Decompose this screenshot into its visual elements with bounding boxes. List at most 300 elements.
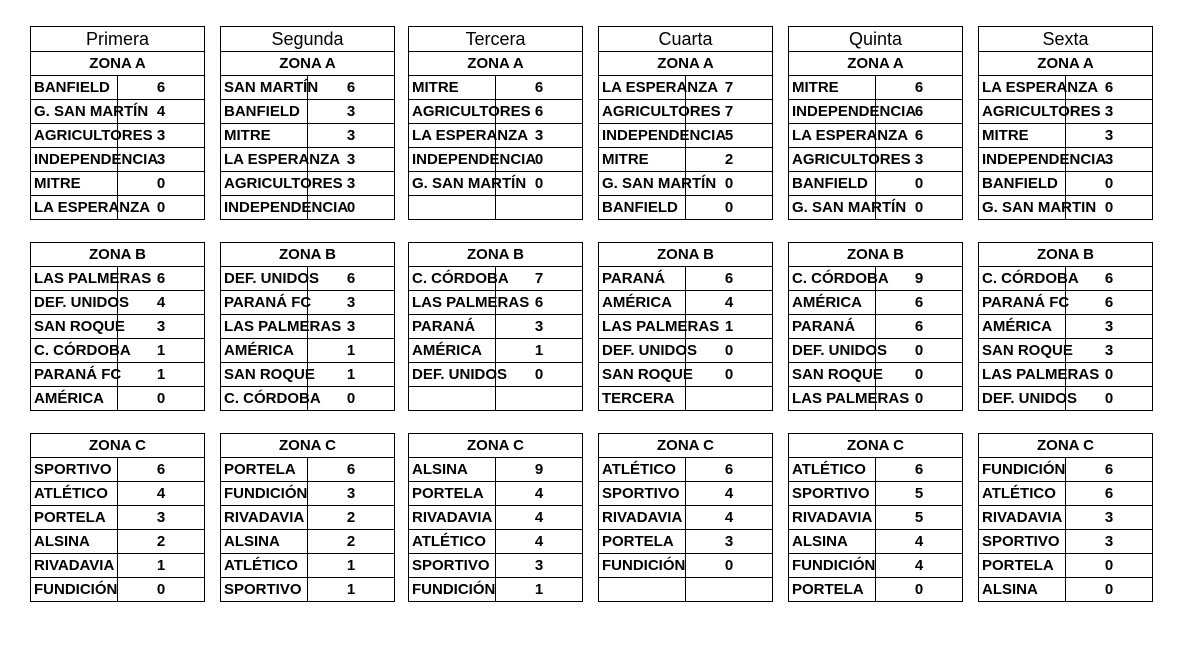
team-name: RIVADAVIA [409, 506, 496, 530]
team-points: 6 [118, 76, 205, 100]
team-name: G. SAN MARTÍN [789, 196, 876, 220]
zone-header-row [979, 434, 1153, 458]
team-name: LAS PALMERAS [221, 315, 308, 339]
table-row [599, 100, 773, 124]
team-points: 4 [496, 506, 583, 530]
table-row [599, 291, 773, 315]
team-name: LA ESPERANZA [221, 148, 308, 172]
table-row [979, 578, 1153, 602]
team-name: PARANÁ FC [979, 291, 1066, 315]
table-row [31, 506, 205, 530]
table-row [979, 148, 1153, 172]
team-points: 4 [686, 291, 773, 315]
team-points: 0 [876, 578, 963, 602]
team-name: LAS PALMERAS [599, 315, 686, 339]
table-row [979, 458, 1153, 482]
team-name: ALSINA [31, 530, 118, 554]
team-name: LA ESPERANZA [979, 76, 1066, 100]
team-name: FUNDICIÓN [221, 482, 308, 506]
zone-table [408, 433, 583, 602]
team-points: 6 [876, 315, 963, 339]
team-name: SPORTIVO [409, 554, 496, 578]
team-name: INDEPENDENCIA [789, 100, 876, 124]
team-name: INDEPENDENCIA [221, 196, 308, 220]
team-name: DEF. UNIDOS [599, 339, 686, 363]
team-name: MITRE [31, 172, 118, 196]
team-name: BANFIELD [789, 172, 876, 196]
team-name: ATLÉTICO [979, 482, 1066, 506]
team-name: PORTELA [31, 506, 118, 530]
table-row [409, 506, 583, 530]
division-title-row [979, 27, 1153, 52]
zone-header-row [221, 52, 395, 76]
team-name: SAN ROQUE [599, 363, 686, 387]
zone-header-row [221, 434, 395, 458]
zone-header-row [599, 243, 773, 267]
team-points: 1 [118, 554, 205, 578]
team-points: 4 [876, 554, 963, 578]
zone-title: ZONA B [979, 243, 1153, 267]
team-name: MITRE [409, 76, 496, 100]
table-row [409, 554, 583, 578]
zone-table [978, 433, 1153, 602]
team-name: PARANÁ FC [31, 363, 118, 387]
team-points: 6 [876, 76, 963, 100]
team-points: 0 [876, 387, 963, 411]
table-row [409, 339, 583, 363]
team-points: 4 [876, 530, 963, 554]
team-name: RIVADAVIA [221, 506, 308, 530]
zone-table [220, 26, 395, 220]
team-points: 0 [1066, 172, 1153, 196]
team-name: LA ESPERANZA [599, 76, 686, 100]
team-name: FUNDICIÓN [409, 578, 496, 602]
team-points [686, 387, 773, 411]
team-name: LA ESPERANZA [789, 124, 876, 148]
team-name: SPORTIVO [221, 578, 308, 602]
zone-header-row [409, 52, 583, 76]
team-name: ATLÉTICO [599, 458, 686, 482]
zone-table [408, 26, 583, 220]
team-points: 4 [118, 291, 205, 315]
team-name: C. CÓRDOBA [979, 267, 1066, 291]
team-points: 3 [1066, 339, 1153, 363]
table-row [599, 339, 773, 363]
zone-table [788, 433, 963, 602]
table-row [599, 482, 773, 506]
team-name: MITRE [221, 124, 308, 148]
table-row [409, 267, 583, 291]
team-name: DEF. UNIDOS [31, 291, 118, 315]
team-points: 2 [686, 148, 773, 172]
table-row [31, 458, 205, 482]
team-name: INDEPENDENCIA [599, 124, 686, 148]
table-row [979, 482, 1153, 506]
table-row [31, 339, 205, 363]
zone-title: ZONA B [31, 243, 205, 267]
zone-title: ZONA B [789, 243, 963, 267]
table-row [221, 291, 395, 315]
zone-header-row [31, 243, 205, 267]
team-name: ALSINA [409, 458, 496, 482]
team-points: 3 [1066, 100, 1153, 124]
table-row [789, 339, 963, 363]
zone-table [598, 242, 773, 411]
team-points: 3 [1066, 530, 1153, 554]
team-name: RIVADAVIA [789, 506, 876, 530]
team-name: SPORTIVO [789, 482, 876, 506]
zone-header-row [979, 243, 1153, 267]
zone-title: ZONA A [409, 52, 583, 76]
team-points: 0 [118, 578, 205, 602]
zone-table [598, 26, 773, 220]
team-points: 0 [496, 148, 583, 172]
team-points: 4 [118, 100, 205, 124]
division-title: Sexta [979, 27, 1153, 52]
team-points: 6 [308, 458, 395, 482]
table-row [789, 100, 963, 124]
team-points: 0 [118, 196, 205, 220]
team-name: FUNDICIÓN [599, 554, 686, 578]
zone-header-row [31, 434, 205, 458]
team-name: C. CÓRDOBA [31, 339, 118, 363]
table-row [409, 172, 583, 196]
table-row [789, 578, 963, 602]
team-name: G. SAN MARTÍN [409, 172, 496, 196]
team-name: PORTELA [409, 482, 496, 506]
team-points: 3 [1066, 124, 1153, 148]
table-row [409, 315, 583, 339]
team-name: SAN MARTÍN [221, 76, 308, 100]
zone-title: ZONA C [31, 434, 205, 458]
zone-header-row [789, 434, 963, 458]
team-points: 6 [118, 458, 205, 482]
team-name: AGRICULTORES [979, 100, 1066, 124]
table-row [409, 578, 583, 602]
team-points: 0 [496, 363, 583, 387]
zone-title: ZONA A [221, 52, 395, 76]
division-column [30, 26, 205, 602]
table-row [789, 363, 963, 387]
team-points: 0 [686, 172, 773, 196]
zone-title: ZONA C [409, 434, 583, 458]
team-points: 3 [1066, 506, 1153, 530]
table-row [599, 554, 773, 578]
table-row [979, 196, 1153, 220]
team-name: DEF. UNIDOS [979, 387, 1066, 411]
team-name: RIVADAVIA [979, 506, 1066, 530]
table-row [409, 148, 583, 172]
team-name: C. CÓRDOBA [409, 267, 496, 291]
team-name: PORTELA [221, 458, 308, 482]
team-name: DEF. UNIDOS [789, 339, 876, 363]
team-points: 7 [496, 267, 583, 291]
team-points: 1 [118, 339, 205, 363]
team-name: LAS PALMERAS [789, 387, 876, 411]
team-name: G. SAN MARTÍN [599, 172, 686, 196]
team-name: SPORTIVO [979, 530, 1066, 554]
table-row [789, 482, 963, 506]
table-row [599, 578, 773, 602]
team-name: INDEPENDENCIA [979, 148, 1066, 172]
table-row [979, 530, 1153, 554]
team-points: 2 [118, 530, 205, 554]
table-row [789, 530, 963, 554]
table-row [979, 387, 1153, 411]
team-points: 6 [876, 458, 963, 482]
zone-title: ZONA C [599, 434, 773, 458]
team-name: ATLÉTICO [789, 458, 876, 482]
division-column [408, 26, 583, 602]
table-row [789, 506, 963, 530]
table-row [31, 124, 205, 148]
team-points: 6 [308, 267, 395, 291]
division-title-row [31, 27, 205, 52]
zone-table [220, 242, 395, 411]
zone-header-row [599, 434, 773, 458]
division-title-row [789, 27, 963, 52]
table-row [31, 196, 205, 220]
table-row [599, 530, 773, 554]
zone-header-row [599, 52, 773, 76]
team-points: 0 [876, 363, 963, 387]
zone-title: ZONA B [221, 243, 395, 267]
table-row [979, 291, 1153, 315]
table-row [599, 148, 773, 172]
table-row [31, 387, 205, 411]
team-points: 6 [876, 100, 963, 124]
table-row [221, 554, 395, 578]
table-row [31, 267, 205, 291]
table-row [221, 76, 395, 100]
table-row [789, 196, 963, 220]
table-row [409, 291, 583, 315]
team-name: SAN ROQUE [221, 363, 308, 387]
table-row [31, 172, 205, 196]
team-name: ALSINA [789, 530, 876, 554]
team-points: 6 [496, 291, 583, 315]
table-row [221, 100, 395, 124]
division-title-row [409, 27, 583, 52]
table-row [979, 315, 1153, 339]
division-title-row [599, 27, 773, 52]
table-row [979, 267, 1153, 291]
team-points: 3 [118, 124, 205, 148]
team-points: 3 [686, 530, 773, 554]
team-points: 3 [308, 172, 395, 196]
team-points: 7 [686, 76, 773, 100]
team-points: 2 [308, 506, 395, 530]
table-row [599, 387, 773, 411]
team-points: 1 [308, 363, 395, 387]
table-row [789, 76, 963, 100]
team-name: PORTELA [789, 578, 876, 602]
team-name: FUNDICIÓN [789, 554, 876, 578]
table-row [221, 315, 395, 339]
table-row [409, 100, 583, 124]
division-title: Segunda [221, 27, 395, 52]
zone-header-row [789, 243, 963, 267]
team-name: G. SAN MARTIN [979, 196, 1066, 220]
team-points: 4 [118, 482, 205, 506]
team-points: 0 [876, 196, 963, 220]
team-points: 0 [686, 363, 773, 387]
team-points: 0 [1066, 387, 1153, 411]
table-row [409, 530, 583, 554]
team-name [409, 196, 496, 220]
table-row [599, 76, 773, 100]
table-row [979, 100, 1153, 124]
team-points [686, 578, 773, 602]
team-name: BANFIELD [979, 172, 1066, 196]
team-points: 3 [1066, 315, 1153, 339]
table-row [599, 315, 773, 339]
team-name: SPORTIVO [599, 482, 686, 506]
table-row [789, 172, 963, 196]
team-points: 4 [686, 506, 773, 530]
table-row [221, 482, 395, 506]
team-points: 1 [308, 339, 395, 363]
team-points: 5 [876, 506, 963, 530]
team-points [496, 387, 583, 411]
team-points: 6 [118, 267, 205, 291]
team-points: 4 [686, 482, 773, 506]
team-name: AGRICULTORES [599, 100, 686, 124]
division-column [788, 26, 963, 602]
team-name: PARANÁ [789, 315, 876, 339]
team-name: AGRICULTORES [409, 100, 496, 124]
table-row [31, 530, 205, 554]
team-points: 1 [118, 363, 205, 387]
table-row [221, 196, 395, 220]
team-points: 7 [686, 100, 773, 124]
division-column [598, 26, 773, 602]
table-row [979, 124, 1153, 148]
table-row [221, 530, 395, 554]
team-name: BANFIELD [31, 76, 118, 100]
team-name: PORTELA [979, 554, 1066, 578]
table-row [409, 387, 583, 411]
table-row [789, 458, 963, 482]
team-name: ALSINA [221, 530, 308, 554]
table-row [599, 196, 773, 220]
zone-title: ZONA A [599, 52, 773, 76]
zone-header-row [789, 52, 963, 76]
team-points: 6 [308, 76, 395, 100]
team-name: FUNDICIÓN [31, 578, 118, 602]
team-name: AMÉRICA [789, 291, 876, 315]
division-title: Quinta [789, 27, 963, 52]
team-name: DEF. UNIDOS [409, 363, 496, 387]
table-row [789, 124, 963, 148]
zone-table [978, 26, 1153, 220]
team-name: MITRE [599, 148, 686, 172]
team-name: MITRE [979, 124, 1066, 148]
zone-title: ZONA A [979, 52, 1153, 76]
table-row [221, 363, 395, 387]
team-name: ATLÉTICO [221, 554, 308, 578]
team-points: 3 [876, 148, 963, 172]
team-name: BANFIELD [221, 100, 308, 124]
team-name: G. SAN MARTÍN [31, 100, 118, 124]
table-row [221, 172, 395, 196]
team-name: AMÉRICA [31, 387, 118, 411]
team-points: 0 [876, 172, 963, 196]
table-row [789, 387, 963, 411]
zone-header-row [409, 434, 583, 458]
table-row [221, 148, 395, 172]
team-points: 3 [118, 148, 205, 172]
team-name: PARANÁ FC [221, 291, 308, 315]
division-title: Cuarta [599, 27, 773, 52]
team-name: PORTELA [599, 530, 686, 554]
team-points: 3 [496, 315, 583, 339]
team-points: 4 [496, 482, 583, 506]
team-points: 9 [496, 458, 583, 482]
table-row [221, 124, 395, 148]
team-points: 3 [118, 506, 205, 530]
team-points: 3 [308, 291, 395, 315]
team-name: TERCERA [599, 387, 686, 411]
team-points [496, 196, 583, 220]
zone-title: ZONA C [221, 434, 395, 458]
zone-title: ZONA C [789, 434, 963, 458]
team-name: ATLÉTICO [409, 530, 496, 554]
zone-title: ZONA B [409, 243, 583, 267]
team-points: 4 [496, 530, 583, 554]
team-points: 3 [118, 315, 205, 339]
division-column [978, 26, 1153, 602]
team-name: SAN ROQUE [789, 363, 876, 387]
table-row [979, 506, 1153, 530]
zone-header-row [221, 243, 395, 267]
team-name: DEF. UNIDOS [221, 267, 308, 291]
table-row [221, 458, 395, 482]
team-points: 3 [308, 482, 395, 506]
table-row [31, 315, 205, 339]
team-points: 6 [1066, 291, 1153, 315]
team-name: PARANÁ [599, 267, 686, 291]
team-name: BANFIELD [599, 196, 686, 220]
table-row [979, 172, 1153, 196]
team-name: INDEPENDENCIA [409, 148, 496, 172]
team-name: AGRICULTORES [31, 124, 118, 148]
team-name: RIVADAVIA [599, 506, 686, 530]
table-row [409, 196, 583, 220]
table-row [221, 339, 395, 363]
zone-header-row [979, 52, 1153, 76]
team-name: LA ESPERANZA [409, 124, 496, 148]
zone-title: ZONA B [599, 243, 773, 267]
zone-table [220, 433, 395, 602]
team-points: 1 [496, 339, 583, 363]
zone-table [30, 433, 205, 602]
table-row [789, 554, 963, 578]
team-name: LAS PALMERAS [31, 267, 118, 291]
team-points: 6 [876, 124, 963, 148]
team-points: 6 [686, 267, 773, 291]
table-row [31, 578, 205, 602]
team-points: 1 [686, 315, 773, 339]
team-name: AMÉRICA [979, 315, 1066, 339]
zone-table [408, 242, 583, 411]
zone-table [30, 242, 205, 411]
team-points: 1 [496, 578, 583, 602]
table-row [599, 267, 773, 291]
team-points: 6 [1066, 458, 1153, 482]
division-title: Tercera [409, 27, 583, 52]
team-points: 3 [308, 315, 395, 339]
